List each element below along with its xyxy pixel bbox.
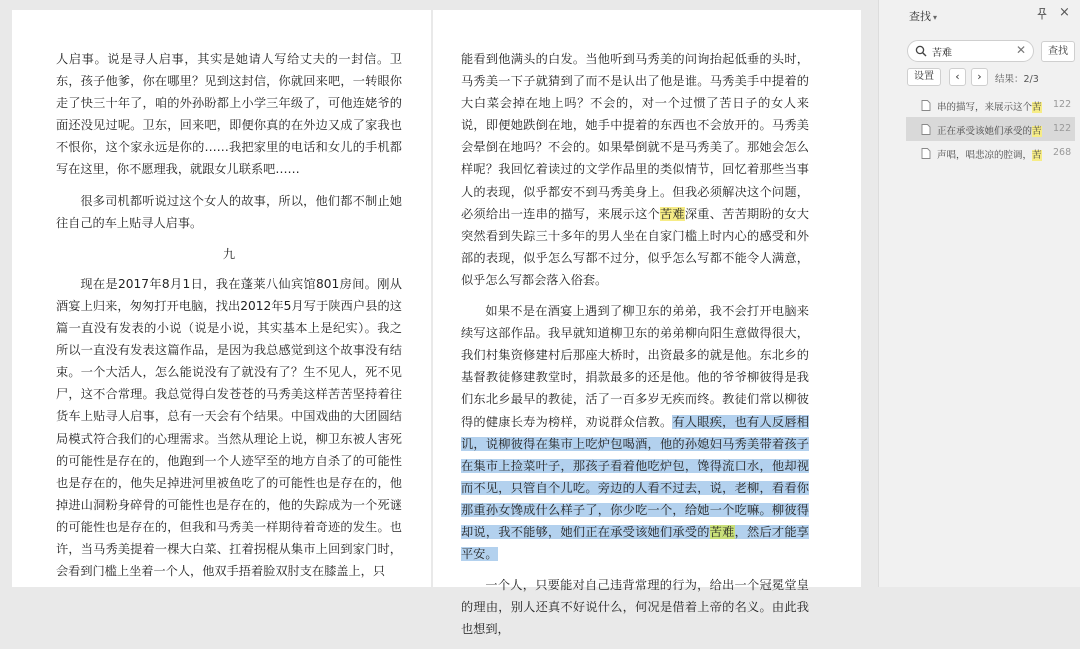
search-match-highlight: 苦难 [660, 206, 685, 221]
chevron-down-icon: ▾ [933, 13, 938, 22]
paragraph [461, 300, 809, 565]
panel-title-text: 查找 [909, 10, 931, 23]
document-icon [921, 148, 931, 159]
chapter-heading: 九 [222, 246, 236, 261]
settings-button[interactable]: 设置 [907, 68, 941, 86]
text-run: 有人眼疾，也有人反唇相讥，说柳彼得在集市上吃炉包喝酒，他的孙媳妇马秀美带着孩子在集市上捡菜叶子，那孩子看着他吃炉包，馋得流口水，他却视而不见，只管自个儿吃。旁边的人看不过去，说，老柳，看看你那重孙女馋成什么样子了，你少吃一个，给她一个吃嘛。柳彼得却说，我不能够，她们正在承受该她们承受的 [461, 414, 809, 539]
pin-icon[interactable] [1035, 7, 1049, 21]
find-panel [878, 0, 1080, 587]
result-count: 结果：2/3 [995, 74, 1039, 85]
clear-icon[interactable]: ✕ [1015, 43, 1026, 57]
text-selection[interactable] [461, 415, 809, 562]
result-page: 122 [1053, 99, 1072, 110]
result-match: 苦 [1032, 126, 1042, 137]
result-snippet: 声唱，唱悲凉的腔调， [937, 150, 1033, 161]
page-text[interactable] [461, 48, 809, 649]
paragraph: 现在是2017年8月1日，我在蓬莱八仙宾馆801房间。刚从酒宴上归来，匆匆打开电脑，找出2012年5月写于陕西户县的这篇一直没有发表的小说（说是小说，其实基本上是纪实）。我之所以一直没有发表这篇作品，是因为我总感觉到这个故事没有结束。一个大活人，怎么能说没有了就没有了？生不见人，死不见尸，这不合常理。我总觉得白发苍苍的马秀美这样苦苦坚持着往货车上贴寻人启事，总有一天会有个结果。中国戏曲的大团圆结局模式符合我们的心理需求。当然从理论上说，柳卫东被人害死的可能性是存在的，他跑到一个人迹罕至的地方自杀了的可能性也是存在的，他失足掉进河里被鱼吃了的可能性也是存在的，他掉进山洞粉身碎骨的可能性也是存在的，他的失踪成为一个死谜的可能性也是存在的，但我和马秀美一样期待着奇迹的发生。也许，当马秀美提着一棵大白菜、扛着拐棍从集市上回到家门时，会看到门槛上坐着一个人，他双手捂着脸双肘支在膝盖上，只 [56, 276, 402, 579]
paragraph [461, 48, 809, 291]
previous-result-button[interactable]: ‹ [949, 68, 966, 86]
next-result-button[interactable]: › [971, 68, 988, 86]
search-result-item[interactable] [906, 141, 1075, 165]
document-icon [921, 124, 931, 135]
text-run: ，然后才能享平安。 [461, 524, 809, 562]
paragraph: 一个人，只要能对自己违背常理的行为，给出一个冠冕堂皇的理由，别人还真不好说什么，何况是借着上帝的名义。由此我也想到， [461, 578, 809, 637]
document-icon [921, 100, 931, 111]
result-snippet: 串的描写，来展示这个 [937, 102, 1033, 113]
result-page: 122 [1053, 123, 1072, 134]
text-run: 如果不是在酒宴上遇到了柳卫东的弟弟，我不会打开电脑来续写这部作品。我早就知道柳卫东的弟弟柳向阳生意做得很大，我们村集资修建村后那座大桥时，出资最多的就是他。东北乡的基督教徒修建教堂时，捐款最多的还是他。他的爷爷柳彼得是我们东北乡最早的教徒，活了一百多岁无疾而终。教徒们常以柳彼得的健康长寿为榜样，劝说群众信教。 [461, 304, 809, 429]
find-button[interactable]: 查找 [1041, 41, 1075, 62]
search-icon [915, 45, 927, 57]
search-result-item-selected[interactable] [906, 117, 1075, 141]
search-match-current: 苦难 [709, 524, 735, 539]
document-page-right [433, 10, 861, 637]
close-icon[interactable]: × [1059, 5, 1070, 20]
text-run: 能看到他满头的白发。当他听到马秀美的问询抬起低垂的头时，马秀美一下子就猜到了而不是认出了他是谁。马秀美手中提着的大白菜会掉在地上吗？不会的，对一个过惯了苦日子的女人来说，即便她跌倒在地，她手中提着的东西也不会放开的。马秀美会晕倒在地吗？不会的。如果晕倒就不是马秀美了。那她会怎么样呢？我回忆着读过的文学作品里的类似情节，回忆着那些当事人的表现，似乎都安不到马秀美身上。但我必须解决这个问题，必须给出一连串的描写，来展示这个 [461, 52, 809, 221]
paragraph: 人启事。说是寻人启事，其实是她请人写给丈夫的一封信。卫东，孩子他爹，你在哪里？见到这封信，你就回来吧，一转眼你走了快三十年了，咱的外孙盼都上小学三年级了，可他连姥爷的面还没见过呢。卫东，回来吧，即便你真的在外边又成了家我也不恨你，这个家永远是你的……我把家里的电话和女儿的手机都写在这里，你不愿理我，就跟女儿联系吧…… [56, 52, 402, 177]
search-input[interactable] [932, 44, 1012, 58]
document-page-left [12, 10, 431, 587]
result-match: 苦 [1032, 102, 1042, 113]
search-field[interactable] [907, 40, 1034, 62]
result-match: 苦 [1032, 150, 1042, 161]
page-text[interactable] [56, 48, 402, 591]
result-snippet: 正在承受该她们承受的 [937, 126, 1033, 137]
panel-title[interactable] [909, 8, 937, 24]
text-run: 深重、苦苦期盼的女大突然看到失踪三十多年的男人坐在自家门槛上时内心的感受和外部的表现，似乎怎么写都不过分，似乎怎么写都不能令人满意，似乎怎么写都会落入俗套。 [461, 206, 809, 287]
search-result-item[interactable] [906, 93, 1075, 117]
paragraph: 很多司机都听说过这个女人的故事，所以，他们都不制止她往自己的车上贴寻人启事。 [56, 193, 402, 230]
scroll-gutter [861, 0, 878, 587]
result-page: 268 [1053, 147, 1072, 158]
